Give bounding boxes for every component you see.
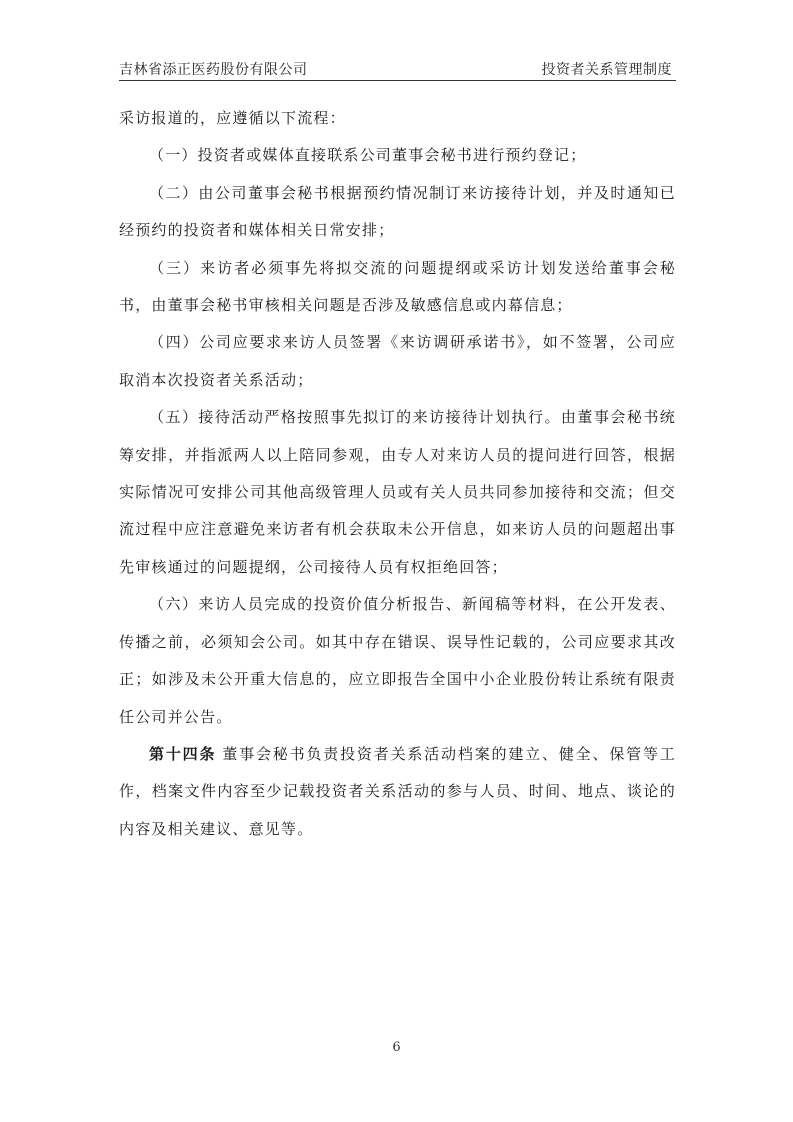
intro-paragraph: 采访报道的，应遵循以下流程： <box>119 109 346 127</box>
document-body <box>119 100 676 848</box>
list-item-5: （五）接待活动严格按照事先拟订的来访接待计划执行。由董事会秘书统筹安排，并指派两人以上陪同参观，由专人对来访人员的提问进行回答，根据实际情况可安排公司其他高级管理人员或有关人员共同参加接待和交流；但交流过程中应注意避免来访者有机会获取未公开信息，如来访人员的问题超出事先审核通过的问题提纲，公司接待人员有权拒绝回答； <box>119 408 676 576</box>
list-item-3: （三）来访者必须事先将拟交流的问题提纲或采访计划发送给董事会秘书，由董事会秘书审核相关问题是否涉及敏感信息或内幕信息； <box>119 258 676 315</box>
header-company-name: 吉林省添正医药股份有限公司 <box>119 62 308 78</box>
list-item-2: （二）由公司董事会秘书根据预约情况制订来访接待计划，并及时通知已经预约的投资者和媒体相关日常安排； <box>119 183 676 240</box>
page-header <box>119 56 676 81</box>
article-14-paragraph <box>119 736 676 848</box>
article-text: 董事会秘书负责投资者关系活动档案的建立、健全、保管等工作，档案文件内容至少记载投资者关系活动的参与人员、时间、地点、谈论的内容及相关建议、意见等。 <box>119 744 676 838</box>
list-item-4: （四）公司应要求来访人员签署《来访调研承诺书》，如不签署，公司应取消本次投资者关系活动； <box>119 333 676 389</box>
header-document-title: 投资者关系管理制度 <box>541 62 672 78</box>
list-item-6: （六）来访人员完成的投资价值分析报告、新闻稿等材料，在公开发表、传播之前，必须知会公司。如其中存在错误、误导性记载的，公司应要求其改正；如涉及未公开重大信息的，应立即报告全国中小企业股份转让系统有限责任公司并公告。 <box>119 595 676 726</box>
list-item-1: （一）投资者或媒体直接联系公司董事会秘书进行预约登记； <box>149 146 587 165</box>
article-number: 第十四条 <box>149 744 217 763</box>
page-number: 6 <box>392 1040 401 1055</box>
